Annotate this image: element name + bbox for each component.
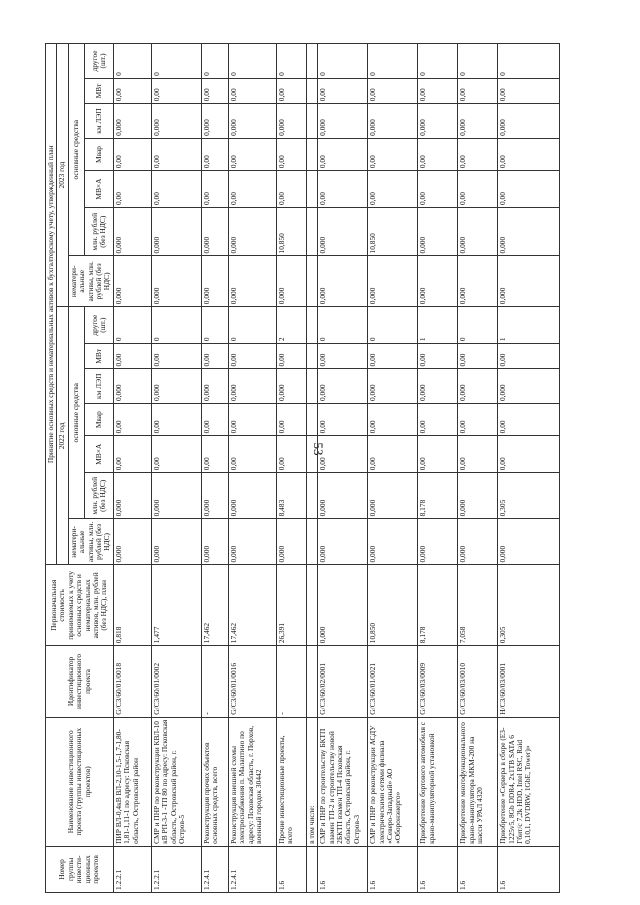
value-2022-cell: 8,483 xyxy=(276,473,306,519)
value-2023-cell: 0,000 xyxy=(113,256,151,307)
row-name: Приобретение многофункционального крано-манипулятора МКМ-200 на шасси УРАЛ 4320 xyxy=(458,717,498,846)
value-2022-cell: 0,000 xyxy=(113,473,151,519)
header-year-2022: 2022 год xyxy=(57,307,68,565)
value-2023-cell: 10,850 xyxy=(276,208,306,256)
value-2022-cell: 1 xyxy=(498,307,560,344)
value-2023-cell: 0,00 xyxy=(228,78,276,103)
value-2022-cell: 0,000 xyxy=(276,519,306,565)
rotated-table-area xyxy=(45,43,615,893)
value-2023-cell: 0 xyxy=(113,44,151,79)
value-2022-cell: 0,00 xyxy=(498,344,560,369)
header-other-2022: другое (шт.) xyxy=(85,307,114,344)
value-2022-cell: 0,00 xyxy=(318,404,368,436)
value-2022-cell xyxy=(306,473,317,519)
header-nma-2022: нематери-альные активы, млн. рублей (без НДС) xyxy=(68,519,113,565)
value-2023-cell xyxy=(306,78,317,103)
row-cost xyxy=(306,565,317,646)
value-2023-cell: 0,00 xyxy=(151,78,201,103)
value-2023-cell: 0,00 xyxy=(201,78,228,103)
value-2023-cell: 0,00 xyxy=(368,171,418,208)
row-cost: 0,305 xyxy=(498,565,560,646)
header-group-title: Принятие основных средств и нематериальных активов к бухгалтерскому учету, утвержденный план xyxy=(46,44,57,565)
row-name: Приобретение «Сервера в сборе (E3-1225v5, 8Gb DDR4, 2x1TB SATA 6 Гбит/с 7,2k HDD, Intel RSC, Raid 0,10,1, DVDRW, 1GbE, Tower)» xyxy=(498,717,560,846)
row-identifier: G/C3/60/02/0001 xyxy=(318,646,368,718)
value-2023-cell xyxy=(306,171,317,208)
header-mw-2022: МВт xyxy=(85,344,114,369)
value-2022-cell: 0,000 xyxy=(368,519,418,565)
row-number: 1.6 xyxy=(276,846,306,892)
value-2023-cell: 0,00 xyxy=(276,171,306,208)
table-row xyxy=(318,44,368,893)
row-name: Реконструкция внешней схемы электроснабжения п. Малаптино по адресу: Псковская область, г. Порхов, военный городок 30442 xyxy=(228,717,276,846)
row-cost: 26,391 xyxy=(276,565,306,646)
header-mva-2023: МВ×А xyxy=(85,171,114,208)
value-2022-cell: 0,00 xyxy=(418,436,458,473)
header-os-2022: основные средства xyxy=(68,307,84,519)
value-2022-cell: 0,00 xyxy=(201,436,228,473)
value-2022-cell: 0 xyxy=(113,307,151,344)
value-2022-cell: 0 xyxy=(228,307,276,344)
value-2023-cell: 0,000 xyxy=(498,208,560,256)
value-2023-cell: 0 xyxy=(276,44,306,79)
row-identifier: - xyxy=(201,646,228,718)
value-2022-cell: 0,000 xyxy=(418,369,458,404)
value-2022-cell: 0,000 xyxy=(201,519,228,565)
value-2022-cell: 0 xyxy=(318,307,368,344)
value-2022-cell: 0,000 xyxy=(418,519,458,565)
value-2023-cell: 0,00 xyxy=(228,138,276,170)
header-km-2022: км ЛЭП xyxy=(85,369,114,404)
row-number: 1.2.4.1 xyxy=(201,846,228,892)
table-row xyxy=(498,44,560,893)
header-name: Наименование инвестиционного проекта (группы инвестиционных проектов) xyxy=(46,717,114,846)
value-2022-cell: 0,00 xyxy=(201,344,228,369)
value-2022-cell: 0,00 xyxy=(276,404,306,436)
value-2022-cell xyxy=(306,369,317,404)
row-cost: 17,462 xyxy=(201,565,228,646)
row-name: СМР и ПНР по реконструкции АСДУ электрическими сетями филиала «Северо-Западный» АО «Оборонэнерго» xyxy=(368,717,418,846)
header-identifier: Идентификатор инвестиционного проекта xyxy=(46,646,114,718)
value-2023-cell: 0,000 xyxy=(228,256,276,307)
value-2022-cell: 0,000 xyxy=(201,369,228,404)
value-2022-cell: 0,00 xyxy=(458,344,498,369)
table-row xyxy=(201,44,228,893)
value-2022-cell: 0,000 xyxy=(276,369,306,404)
value-2023-cell: 0,00 xyxy=(201,138,228,170)
value-2023-cell xyxy=(306,44,317,79)
value-2022-cell: 0,00 xyxy=(498,436,560,473)
header-cost: Первоначальная стоимость принимаемых к учету основных средств и нематериальных активов, млн. рублей (без НДС), план xyxy=(46,565,114,646)
value-2022-cell: 0,000 xyxy=(151,369,201,404)
value-2022-cell: 0,000 xyxy=(368,369,418,404)
value-2023-cell: 0 xyxy=(458,44,498,79)
value-2023-cell: 0,000 xyxy=(418,208,458,256)
value-2023-cell: 0,000 xyxy=(276,104,306,139)
row-cost: 0,818 xyxy=(113,565,151,646)
value-2022-cell: 0,000 xyxy=(113,369,151,404)
value-2022-cell: 0,00 xyxy=(276,436,306,473)
header-os-2023: основные средства xyxy=(68,44,84,256)
value-2023-cell: 0 xyxy=(498,44,560,79)
value-2022-cell: 0 xyxy=(368,307,418,344)
value-2022-cell: 2 xyxy=(276,307,306,344)
value-2022-cell: 0,00 xyxy=(201,404,228,436)
value-2023-cell: 0,00 xyxy=(318,78,368,103)
value-2022-cell xyxy=(306,436,317,473)
investment-table xyxy=(45,43,560,893)
value-2023-cell: 0,000 xyxy=(318,256,368,307)
value-2023-cell: 0,00 xyxy=(113,78,151,103)
value-2022-cell: 0,000 xyxy=(151,473,201,519)
value-2023-cell: 0 xyxy=(151,44,201,79)
value-2022-cell: 0,00 xyxy=(368,344,418,369)
row-cost: 1,477 xyxy=(151,565,201,646)
header-mln-2022: млн. рублей (без НДС) xyxy=(85,473,114,519)
value-2022-cell: 0 xyxy=(201,307,228,344)
row-cost: 8,178 xyxy=(418,565,458,646)
value-2023-cell: 0,00 xyxy=(418,171,458,208)
value-2023-cell: 0,000 xyxy=(498,104,560,139)
value-2022-cell: 0,000 xyxy=(228,473,276,519)
value-2023-cell: 0,000 xyxy=(151,208,201,256)
value-2023-cell: 0,00 xyxy=(498,78,560,103)
table-row xyxy=(368,44,418,893)
value-2023-cell: 0,00 xyxy=(318,138,368,170)
table-row xyxy=(113,44,151,893)
value-2022-cell: 0,00 xyxy=(113,436,151,473)
row-name: Приобретение бортового автомобиля с крано-манипуляторной установкой xyxy=(418,717,458,846)
value-2022-cell: 0 xyxy=(458,307,498,344)
value-2023-cell: 0,000 xyxy=(228,104,276,139)
value-2022-cell: 0,000 xyxy=(228,519,276,565)
row-name: ПИР ВЛ-0,4кВ ВЛ-2,10-1,5-1,7-1,80-1,81-1,11-1 по адресу: Псковская область, Островский район xyxy=(113,717,151,846)
value-2023-cell: 0,00 xyxy=(113,171,151,208)
value-2022-cell: 0,00 xyxy=(276,344,306,369)
row-number: 1.6 xyxy=(458,846,498,892)
row-number: 1.2.4.1 xyxy=(228,846,276,892)
value-2023-cell: 0,00 xyxy=(276,78,306,103)
row-identifier: G/C3/60/03/0010 xyxy=(458,646,498,718)
value-2022-cell: 0,000 xyxy=(201,473,228,519)
value-2023-cell: 0,000 xyxy=(228,208,276,256)
value-2022-cell: 0,00 xyxy=(228,344,276,369)
value-2023-cell xyxy=(306,208,317,256)
value-2023-cell: 0,000 xyxy=(276,256,306,307)
header-mln-2023: млн. рублей (без НДС) xyxy=(85,208,114,256)
value-2023-cell: 0 xyxy=(318,44,368,79)
value-2023-cell: 0,00 xyxy=(498,138,560,170)
value-2022-cell: 0,00 xyxy=(151,436,201,473)
row-number: 1.6 xyxy=(418,846,458,892)
value-2023-cell: 0,00 xyxy=(201,171,228,208)
value-2022-cell: 0,00 xyxy=(418,344,458,369)
value-2022-cell: 0,00 xyxy=(151,344,201,369)
value-2022-cell: 0,00 xyxy=(151,404,201,436)
value-2023-cell xyxy=(306,256,317,307)
value-2022-cell: 0,000 xyxy=(318,473,368,519)
value-2023-cell: 0,00 xyxy=(458,171,498,208)
row-identifier: G/C3/60/03/0009 xyxy=(418,646,458,718)
value-2022-cell: 0,000 xyxy=(458,519,498,565)
value-2023-cell: 0,00 xyxy=(368,78,418,103)
value-2023-cell: 0,00 xyxy=(151,138,201,170)
table-row xyxy=(151,44,201,893)
value-2023-cell: 0,00 xyxy=(276,138,306,170)
value-2022-cell: 8,178 xyxy=(418,473,458,519)
value-2023-cell: 0,00 xyxy=(418,138,458,170)
value-2022-cell: 0,000 xyxy=(113,519,151,565)
value-2022-cell: 0,000 xyxy=(228,369,276,404)
value-2022-cell: 0,305 xyxy=(498,473,560,519)
row-number: 1.6 xyxy=(318,846,368,892)
value-2023-cell: 0,00 xyxy=(458,78,498,103)
value-2022-cell: 0,00 xyxy=(113,404,151,436)
value-2023-cell: 0,000 xyxy=(318,104,368,139)
value-2023-cell: 10,850 xyxy=(368,208,418,256)
value-2023-cell: 0,000 xyxy=(151,104,201,139)
table-row xyxy=(228,44,276,893)
value-2023-cell: 0,000 xyxy=(458,208,498,256)
value-2023-cell xyxy=(306,104,317,139)
value-2022-cell: 0,000 xyxy=(318,519,368,565)
row-name: СМР и ПНР по реконструкции КВЛ-10 кВ РП-3-1 -ТП 80 по адресу: Псковская область, Островский район, г. Остров-5 xyxy=(151,717,201,846)
row-identifier: - xyxy=(276,646,306,718)
value-2022-cell: 0,000 xyxy=(368,473,418,519)
value-2022-cell: 0,00 xyxy=(228,404,276,436)
header-mw-2023: МВт xyxy=(85,78,114,103)
value-2022-cell xyxy=(306,404,317,436)
table-row xyxy=(306,44,317,893)
row-number: 1.6 xyxy=(498,846,560,892)
value-2023-cell: 0,000 xyxy=(201,256,228,307)
value-2022-cell: 0,000 xyxy=(498,519,560,565)
row-cost: 7,058 xyxy=(458,565,498,646)
value-2023-cell: 0,00 xyxy=(151,171,201,208)
table-row xyxy=(458,44,498,893)
row-identifier: G/C3/60/01/0016 xyxy=(228,646,276,718)
table-row xyxy=(276,44,306,893)
header-mvar-2023: Мвар xyxy=(85,138,114,170)
header-number: Номер группы инвести-ционных проектов xyxy=(46,846,114,892)
row-cost: 0,000 xyxy=(318,565,368,646)
value-2023-cell: 0,000 xyxy=(498,256,560,307)
value-2022-cell: 0,00 xyxy=(458,436,498,473)
value-2022-cell: 0,00 xyxy=(318,344,368,369)
value-2023-cell: 0,000 xyxy=(458,104,498,139)
value-2023-cell xyxy=(306,138,317,170)
value-2023-cell: 0,000 xyxy=(113,104,151,139)
row-identifier: G/C3/60/01/0002 xyxy=(151,646,201,718)
header-nma-2023: нематери-альные активы, млн. рублей (без НДС) xyxy=(68,256,113,307)
row-cost: 17,462 xyxy=(228,565,276,646)
row-name: в том числе: xyxy=(306,717,317,846)
value-2022-cell: 0,00 xyxy=(113,344,151,369)
row-name: СМР и ПНР по строительству БКТП взамен ТП-2 и строительству новой 2БКТП взамен ТП-4 Псковская область, Островский район, г. Остров-3 xyxy=(318,717,368,846)
row-number: 1.6 xyxy=(368,846,418,892)
value-2023-cell: 0,00 xyxy=(113,138,151,170)
header-mva-2022: МВ×А xyxy=(85,436,114,473)
value-2022-cell xyxy=(306,307,317,344)
value-2023-cell: 0,000 xyxy=(113,208,151,256)
value-2023-cell: 0,00 xyxy=(368,138,418,170)
value-2022-cell xyxy=(306,519,317,565)
value-2022-cell: 0,00 xyxy=(498,404,560,436)
row-identifier xyxy=(306,646,317,718)
row-identifier: H/C3/60/03/0001 xyxy=(498,646,560,718)
value-2023-cell: 0 xyxy=(201,44,228,79)
row-cost: 10,850 xyxy=(368,565,418,646)
row-number: 1.2.2.1 xyxy=(113,846,151,892)
value-2022-cell: 0,000 xyxy=(151,519,201,565)
value-2023-cell: 0,000 xyxy=(151,256,201,307)
page-number: 53 xyxy=(311,442,326,456)
value-2023-cell: 0,000 xyxy=(368,104,418,139)
row-name: Реконструкция прочих объектов основных средств, всего xyxy=(201,717,228,846)
value-2023-cell: 0 xyxy=(228,44,276,79)
value-2023-cell: 0,000 xyxy=(418,104,458,139)
value-2022-cell: 1 xyxy=(418,307,458,344)
row-name: Прочие инвестиционные проекты, всего xyxy=(276,717,306,846)
value-2023-cell: 0,00 xyxy=(228,171,276,208)
value-2022-cell: 0 xyxy=(151,307,201,344)
header-km-2023: км ЛЭП xyxy=(85,104,114,139)
value-2023-cell: 0 xyxy=(418,44,458,79)
value-2023-cell: 0,000 xyxy=(458,256,498,307)
value-2023-cell: 0,00 xyxy=(458,138,498,170)
value-2022-cell: 0,00 xyxy=(228,436,276,473)
header-year-2023: 2023 год xyxy=(57,44,68,307)
value-2022-cell: 0,00 xyxy=(458,404,498,436)
value-2022-cell: 0,000 xyxy=(318,369,368,404)
value-2022-cell: 0,000 xyxy=(458,473,498,519)
value-2023-cell: 0 xyxy=(368,44,418,79)
row-number: 1.2.2.1 xyxy=(151,846,201,892)
value-2023-cell: 0,000 xyxy=(201,208,228,256)
value-2023-cell: 0,000 xyxy=(201,104,228,139)
value-2022-cell xyxy=(306,344,317,369)
value-2023-cell: 0,000 xyxy=(368,256,418,307)
value-2022-cell: 0,000 xyxy=(498,369,560,404)
value-2023-cell: 0,00 xyxy=(318,171,368,208)
table-row xyxy=(418,44,458,893)
row-identifier: G/C3/60/01/0021 xyxy=(368,646,418,718)
header-mvar-2022: Мвар xyxy=(85,404,114,436)
row-number xyxy=(306,846,317,892)
value-2022-cell: 0,00 xyxy=(418,404,458,436)
value-2023-cell: 0,000 xyxy=(318,208,368,256)
value-2022-cell: 0,00 xyxy=(368,404,418,436)
value-2022-cell: 0,000 xyxy=(458,369,498,404)
value-2022-cell: 0,00 xyxy=(318,436,368,473)
value-2023-cell: 0,00 xyxy=(418,78,458,103)
row-identifier: G/C3/60/01/0018 xyxy=(113,646,151,718)
header-other-2023: другое (шт.) xyxy=(85,44,114,79)
value-2023-cell: 0,00 xyxy=(498,171,560,208)
value-2022-cell: 0,00 xyxy=(368,436,418,473)
value-2023-cell: 0,000 xyxy=(418,256,458,307)
